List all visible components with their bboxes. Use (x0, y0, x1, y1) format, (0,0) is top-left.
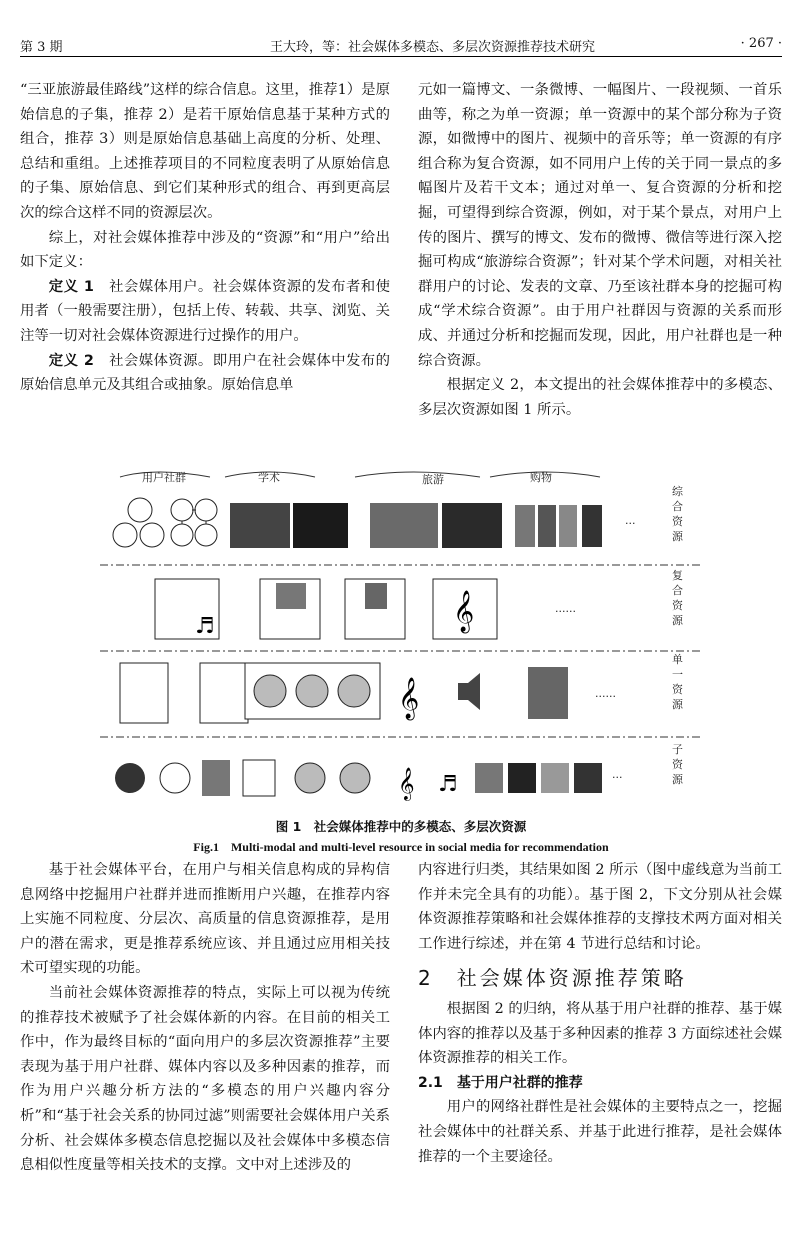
image-thumb (574, 763, 602, 793)
film-reel-icon (115, 763, 145, 793)
treble-clef-icon: 𝄞 (398, 767, 415, 800)
image-thumb (365, 583, 387, 609)
level-label: 综合资源 (672, 485, 683, 543)
definition-label: 定义 1 (48, 278, 94, 295)
smiley-community-icon (113, 498, 217, 547)
paragraph: 根据定义 2，本文提出的社会媒体推荐中的多模态、多层次资源如图 1 所示。 (418, 377, 782, 418)
level-label: 子资源 (672, 743, 683, 786)
ellipsis: ······ (595, 690, 616, 703)
figure-caption-cn: 图 1 社会媒体推荐中的多模态、多层次资源 (275, 819, 527, 834)
paragraph: 元如一篇博文、一条微博、一幅图片、一段视频、一首乐曲等，称之为单一资源；单一资源中的某个部分称为子资源，如微博中的图片、视频中的音乐等；单一资源的有序组合称为复合资源，如不同用户上传的关于同一景点的多幅图片及若干文本；通过对单一、复合资源的分析和挖掘，可望得到综合资源，例如，对于某个景点，对用户上传的图片、撰写的博文、发布的微博、微信等进行深入挖掘可构成“旅游综合资源”；针对某个学术问题，对相关社群用户的讨论、发表的文章、乃至该社群本身的挖掘可构成“学术综合资源”。由于用户社群因与资源的关系而形成、并通过分析和挖掘而发现，因此，用户社群也是一种综合资源。 (418, 82, 782, 369)
label-shopping: 购物 (530, 471, 552, 484)
paragraph: 基于社会媒体平台，在用户与相关信息构成的异构信息网络中挖掘用户社群并进而推断用户兴趣，在推荐内容上实施不同粒度、分层次、高质量的信息资源推荐，是用户的潜在需求，更是推荐系统应该、并且通过应用相关技术可望实现的功能。 (20, 862, 390, 977)
subsection-heading (418, 1071, 782, 1096)
academic-photo-1 (230, 503, 290, 548)
image-thumb (541, 763, 569, 793)
top-labels (120, 470, 600, 486)
paragraph: 内容进行归类，其结果如图 2 所示（图中虚线意为当前工作并未完全具有的功能）。基于图 2，下文分别从社会媒体资源推荐策略和社会媒体推荐的支撑技术两方面对相关工作进行综述，并在第 4 节进行总结和讨论。 (418, 862, 782, 952)
music-note-icon: 𝄞 (453, 591, 475, 632)
single-resource-1 (120, 663, 168, 723)
section-title: 社会媒体资源推荐策略 (456, 966, 687, 991)
ellipsis: ··· (625, 517, 636, 530)
text-thumb (243, 760, 275, 796)
ellipsis: ······ (555, 605, 576, 618)
travel-photo-2 (442, 503, 502, 548)
smiley-icon (160, 763, 190, 793)
section-number: 2 (418, 966, 434, 991)
paragraph: 综上，对社会媒体推荐中涉及的“资源”和“用户”给出如下定义： (20, 229, 390, 271)
tiger-icon (340, 763, 370, 793)
definition-text: 社会媒体用户。社会媒体资源的发布者和使用者（一般需要注册），包括上传、转载、共享、浏览、关注等一切对社会媒体资源进行过操作的用户。 (20, 278, 390, 344)
single-resource-2 (200, 663, 248, 723)
image-thumb (475, 763, 503, 793)
shopping-photo-3 (559, 505, 577, 547)
definition-2 (20, 349, 390, 398)
figure-caption-en: Fig.1 Multi-modal and multi-level resource in social media for recommendation (193, 840, 609, 854)
page-number: · 267 · (740, 36, 782, 51)
paragraph: “三亚旅游最佳路线”这样的综合信息。这里，推荐1）是原始信息的子集，推荐 2）是若干原始信息基于某种方式的组合，推荐 3）则是原始信息基础上高度的分析、处理、总结和重组。上述推荐项目的不同粒度表明了从原始信息的子集、原始信息、到它们某种形式的组合、再到更高层次的综合这样不同的资源层次。 (20, 82, 390, 221)
upper-left-column (20, 78, 390, 398)
figure-1 (100, 465, 700, 815)
definition-text: 社会媒体资源。即用户在社会媒体中发布的原始信息单元及其组合或抽象。原始信息单 (20, 352, 390, 394)
tiger-icon (254, 675, 286, 707)
shopping-photo-1 (515, 505, 535, 547)
image-thumb (276, 583, 306, 609)
label-user-community: 用户社群 (142, 471, 186, 484)
label-travel: 旅游 (422, 473, 444, 486)
paragraph: 当前社会媒体资源推荐的特点，实际上可以视为传统的推荐技术被赋予了社会媒体新的内容。在目前的相关工作中，作为最终目标的“面向用户的多层次资源推荐”主要表现为基于用户社群、媒体内容以及多种因素的推荐，而作为用户兴趣分析方法的“多模态的用户兴趣内容分析”和“基于社会关系的协同过滤”则需要社会媒体用户关系分析、社会媒体多模态信息挖掘以及社会媒体中多模态信息相似性度量等相关技术的支撑。文中对上述涉及的 (20, 984, 390, 1174)
music-note-icon: ♬ (438, 772, 458, 797)
section-heading (418, 966, 782, 991)
level-label: 复合资源 (672, 569, 683, 627)
level-label: 单一资源 (672, 653, 683, 711)
image-thumb (202, 760, 230, 796)
academic-photo-2 (293, 503, 348, 548)
running-title: 王大玲，等：社会媒体多模态、多层次资源推荐技术研究 (270, 40, 596, 55)
image-thumb (528, 667, 568, 719)
shopping-photo-2 (538, 505, 556, 547)
issue-number: 第 3 期 (20, 40, 63, 55)
subsection-title: 基于用户社群的推荐 (456, 1074, 583, 1091)
tiger-icon (338, 675, 370, 707)
shopping-photo-4 (582, 505, 602, 547)
ellipsis: ··· (612, 771, 623, 784)
speaker-icon (458, 673, 480, 710)
image-thumb (508, 763, 536, 793)
upper-right-column (418, 78, 782, 422)
subsection-number: 2.1 (418, 1074, 443, 1091)
definition-1 (20, 275, 390, 349)
lower-left-column (20, 858, 390, 1178)
lower-right-column (418, 858, 782, 1169)
music-note-icon: ♬ (195, 614, 215, 639)
page-header (20, 34, 782, 57)
tiger-icon (296, 675, 328, 707)
paragraph: 用户的网络社群性是社会媒体的主要特点之一，挖掘社会媒体中的社群关系、并基于此进行推荐，是社会媒体推荐的一个主要途径。 (418, 1099, 782, 1165)
travel-photo-1 (370, 503, 438, 548)
tiger-icon (295, 763, 325, 793)
music-note-icon: 𝄞 (398, 678, 420, 719)
definition-label: 定义 2 (48, 352, 94, 369)
label-academic: 学术 (258, 471, 280, 484)
paragraph: 根据图 2 的归纳，将从基于用户社群的推荐、基于媒体内容的推荐以及基于多种因素的推荐 3 方面综述社会媒体资源推荐的相关工作。 (418, 1000, 782, 1067)
